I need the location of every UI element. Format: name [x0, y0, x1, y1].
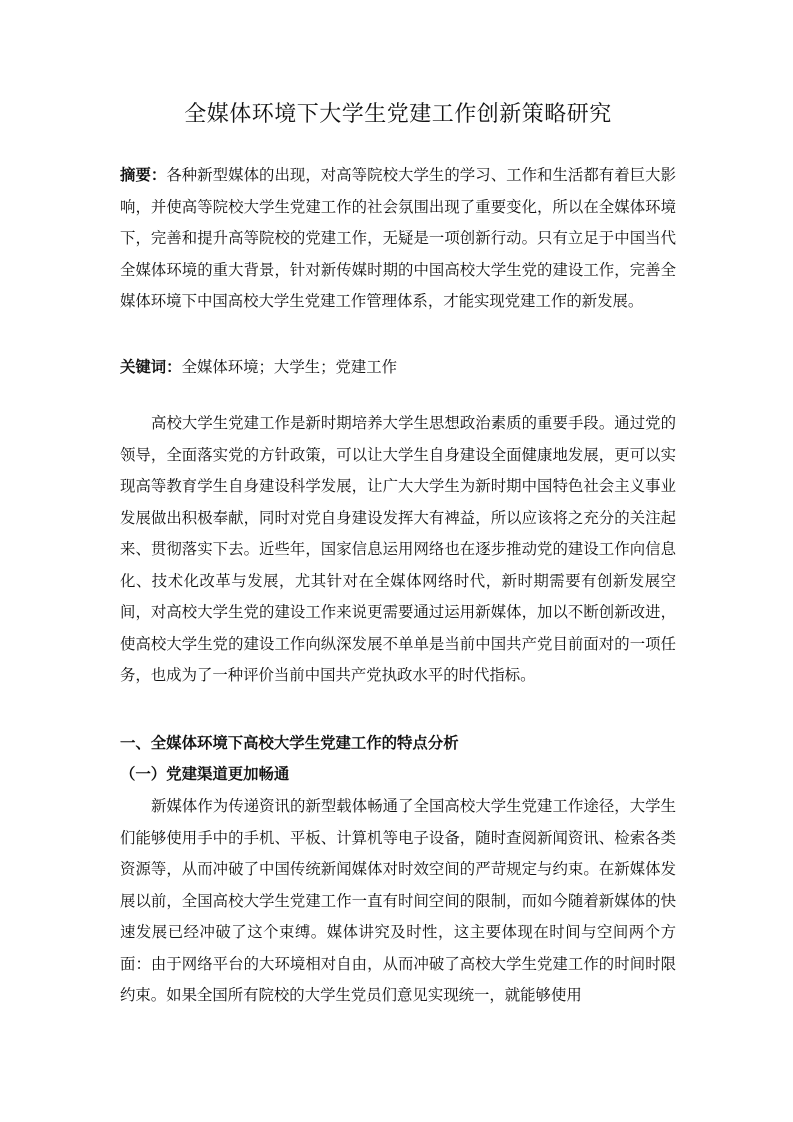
abstract-paragraph: [120, 160, 676, 318]
keywords-text: 全媒体环境；大学生；党建工作: [181, 358, 398, 376]
keywords-paragraph: [120, 352, 676, 384]
abstract-text: 各种新型媒体的出现，对高等院校大学生的学习、工作和生活都有着巨大影响，并使高等院校大学生党建工作的社会氛围出现了重要变化，所以在全媒体环境下，完善和提升高等院校的党建工作，无疑是一项创新行动。只有立足于中国当代全媒体环境的重大背景，针对新传媒时期的中国高校大学生党的建设工作，完善全媒体环境下中国高校大学生党建工作管理体系，才能实现党建工作的新发展。: [120, 166, 676, 310]
section-heading: 一、全媒体环境下高校大学生党建工作的特点分析: [120, 734, 459, 752]
subsection-heading: （一）党建渠道更加畅通: [120, 765, 290, 783]
intro-paragraph: 高校大学生党建工作是新时期培养大学生思想政治素质的重要手段。通过党的领导，全面落实党的方针政策，可以让大学生自身建设全面健康地发展，更可以实现高等教育学生自身建设科学发展，让广大大学生为新时期中国特色社会主义事业发展做出积极奉献，同时对党自身建设发挥大有裨益，所以应该将之充分的关注起来、贯彻落实下去。近些年，国家信息运用网络也在逐步推动党的建设工作向信息化、技术化改革与发展，尤其针对在全媒体网络时代，新时期需要有创新发展空间，对高校大学生党的建设工作来说更需要通过运用新媒体，加以不断创新改进，使高校大学生党的建设工作向纵深发展不单单是当前中国共产党目前面对的一项任务，也成为了一种评价当前中国共产党执政水平的时代指标。: [120, 414, 676, 684]
abstract-label: 摘要：: [120, 166, 167, 184]
keywords-label: 关键词：: [120, 358, 182, 376]
document-title: 全媒体环境下大学生党建工作创新策略研究: [184, 102, 612, 127]
subsection-paragraph: 新媒体作为传递资讯的新型载体畅通了全国高校大学生党建工作途径，大学生们能够使用手中的手机、平板、计算机等电子设备，随时查阅新闻资讯、检索各类资源等，从而冲破了中国传统新闻媒体对时效空间的严苛规定与约束。在新媒体发展以前，全国高校大学生党建工作一直有时间空间的限制，而如今随着新媒体的快速发展已经冲破了这个束缚。媒体讲究及时性，这主要体现在时间与空间两个方面：由于网络平台的大环境相对自由，从而冲破了高校大学生党建工作的时间时限约束。如果全国所有院校的大学生党员们意见实现统一，就能够使用: [120, 797, 676, 1004]
